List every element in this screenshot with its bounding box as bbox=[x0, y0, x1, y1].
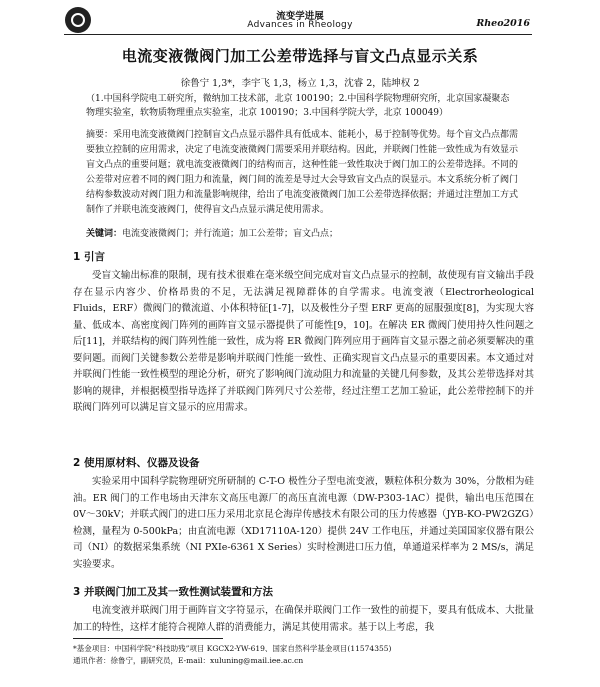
footnote-contact: 通讯作者：徐鲁宁，副研究员，E-mail：xuluning@mail.iee.ac.cn bbox=[73, 656, 304, 665]
section-heading-1: 1 引言 bbox=[73, 251, 105, 263]
section-body-3: 电流变液并联阀门用于画阵盲文字符显示，在确保并联阀门工作一致性的前提下，要具有低成本、大批量加工的特性，这样才能符合视障人群的消费能力，满足其使用需求。基于以上考虑，我 bbox=[73, 605, 534, 633]
paper-title: 电流变液微阀门加工公差带选择与盲文凸点显示关系 bbox=[121, 47, 479, 65]
section-body-2: 实验采用中国科学院物理研究所研制的 C-T-O 极性分子型电流变液，颗粒体积分数为 30%，分散相为硅油。ER 阀门的工作电场由天津东文高压电源厂的高压直流电源（DW-P303-1AC）提供，输出电压范围在 0V～30kV；并联式阀门的进口压力采用北京昆仑海岸传感技术有限公司的压力传感器（JYB-KO-PW2GZG）检测，量程为 0-500kPa；由直流电源（XD17110A-120）提供 24V 工作电压，并通过美国国家仪器有限公司（NI）的数据采集系统（NI PXIe-6361 X Series）实时检测进口压力值，单通道采样率为 2 MS/s，满足实验要求。 bbox=[73, 476, 534, 570]
section-body-1: 受盲文输出标准的限制，现有技术很难在毫米级空间完成对盲文凸点显示的控制，故使现有盲文输出手段存在显示内容少、价格昂贵的不足，无法满足视障群体的自学需求。电流变液（Electrorheological Fluids，ERF）微阀门的微流道、小体积特征[1-7]，以及极性分子型 ERF 更高的屈服强度[8]，为实现大容量、低成本、高密度阀门阵列的画阵盲文显示器提供了可能性[9，10]。在解决 ER 微阀门使用持久性问题之后[11]，并联结构的阀门阵列性能一致性，成为将 ER 微阀门阵列应用于画阵盲文显示器之前必须要解决的重要问题。而阀门关键参数公差带是影响并联阀门性能一致性、正确实现盲文凸点显示的重要因素。本文通过对并联阀门性能一致性模型的理论分析，研究了影响阀门流动阻力和流量的关键几何参数，及其公差带选择对其影响的规律，并根据模型指导选择了并联阀门阵列尺寸公差带，经过注塑工艺加工验证，此公差带控制下的并联阀门阵列可以满足盲文显示的应用需求。 bbox=[73, 270, 534, 413]
journal-title-en: Advances in Rheology bbox=[247, 20, 353, 30]
author-list: 徐鲁宁 1,3*，李宇飞 1,3，杨立 1,3，沈睿 2，陆坤权 2 bbox=[180, 78, 420, 89]
section-heading-3: 3 并联阀门加工及其一致性测试装置和方法 bbox=[73, 586, 273, 598]
issue-mark: Rheo2016 bbox=[476, 18, 530, 29]
journal-title-cn: 流变学进展 bbox=[276, 11, 324, 22]
abstract: 摘要：采用电流变液微阀门控制盲文凸点显示器件具有低成本、能耗小，易于控制等优势。每个盲文凸点都需要独立控制的应用需求，决定了电流变液微阀门需要采用并联结构。因此，并联阀门性能一致性成为有效显示盲文凸点的重要问题；就电流变液微阀门的结构而言，这种性能一致性取决于阀门加工的公差带选择。不同的公差带对应着不同的阀门阻力和流量，阀门间的流差是导过大会导致盲文凸点的误显示。本文系统分析了阀门结构参数波动对阀门阻力和流量影响规律，给出了电流变液微阀门加工公差带选择依据；并通过注塑加工方式制作了并联电流变液阀门，使得盲文凸点显示满足使用需求。 bbox=[86, 130, 519, 215]
header-rule bbox=[64, 34, 532, 35]
keywords bbox=[86, 226, 518, 239]
affiliations: （1.中国科学院电工研究所，微纳加工技术部，北京 100190；2.中国科学院物理研究所，北京国家凝聚态物理实验室，软物质物理重点实验室，北京 100190；3.中国科学院大学，北京 100049） bbox=[86, 94, 510, 118]
footnote-funding: *基金项目：中国科学院“科技助残”项目 KGCX2-YW-619、国家自然科学基金项目(11574355) bbox=[73, 644, 392, 653]
section-heading-2: 2 使用原材料、仪器及设备 bbox=[73, 457, 200, 469]
footnote-rule bbox=[73, 638, 223, 639]
keywords-label: 关键词： bbox=[86, 229, 123, 239]
keywords-text: 电流变液微阀门；并行流道；加工公差带；盲文凸点； bbox=[122, 229, 339, 239]
